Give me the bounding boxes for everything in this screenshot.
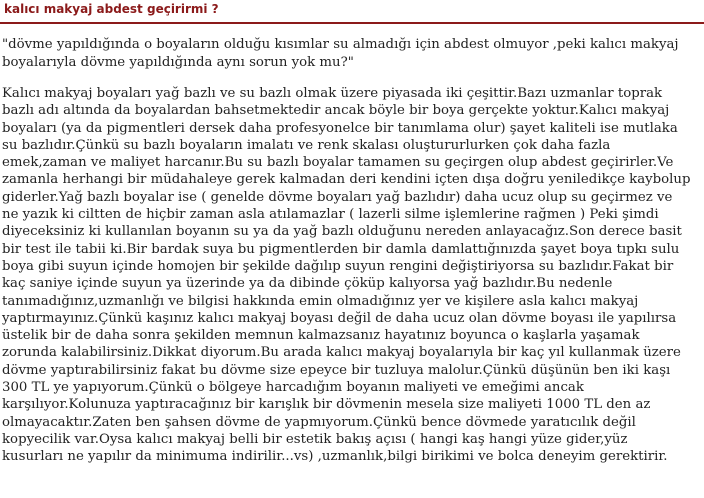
question-text xyxy=(2,36,702,71)
answer-line: Kalıcı makyaj boyaları yağ bazlı ve su bazlı olmak üzere piyasada iki çeşittir.Bazı uzmanlar toprak xyxy=(2,86,663,101)
answer-line: üstelik bir de daha sonra şekilden memnun kalmazsanız hayatınız boyunca o kaşlarla yaşamak xyxy=(2,328,640,344)
page-title: kalıcı makyaj abdest geçirirmi ? xyxy=(4,2,219,16)
answer-line: su bazlıdır.Çünkü su bazlı boyaların imalatı ve renk skalası oluştururlurken çok daha fazla xyxy=(2,137,611,153)
answer-line: 300 TL ye yapıyorum.Çünkü o bölgeye harcadığım boyanın maliyeti ve emeğimi ancak xyxy=(2,380,584,396)
answer-line: diyeceksiniz ki kullanılan boyanın su ya da yağ bazlı olduğunu nereden anlayacağız.Son derece basit xyxy=(2,224,682,240)
answer-line: tanımadığınız,uzmanlığı ve bilgisi hakkında emin olmadığınız yer ve kişilere asla kalıcı makyaj xyxy=(2,293,639,309)
answer-line: emek,zaman ve maliyet harcanır.Bu su bazlı boyalar tamamen su geçirgen olup abdest geçirirler.Ve xyxy=(2,155,674,171)
answer-line: bazlı adı altında da boyalardan bahsetmektedir ancak böyle bir boya gerçekte yoktur.Kalıcı makyaj xyxy=(2,103,670,119)
answer-text xyxy=(2,85,702,466)
answer-line: boyaları (ya da pigmentleri dersek daha profesyonelce bir tanımlama olur) şayet kaliteli ise mutlaka xyxy=(2,120,678,136)
answer-line: kopyecilik var.Oysa kalıcı makyaj belli bir estetik bakış açısı ( hangi kaş hangi yüze gider,yüz xyxy=(2,431,628,447)
answer-line: kusurları ne yapılır da minimuma indirilir...vs) ,uzmanlık,bilgi birikimi ve bolca deneyim gerektirir. xyxy=(2,449,668,465)
answer-line: karşılıyor.Kolunuza yaptıracağınız bir karışlık bir dövmenin mesela size maliyeti 1000 TL den az xyxy=(2,397,651,413)
question-line: "dövme yapıldığında o boyaların olduğu kısımlar su almadığı için abdest olmuyor ,peki kalıcı makyaj xyxy=(2,37,679,52)
answer-line: dövme yaptırabilirsiniz fakat bu dövme size epeyce bir tuzluya malolur.Çünkü düşünün ben iki kaşı xyxy=(2,362,671,378)
answer-line: zorunda kalabilirsiniz.Dikkat diyorum.Bu arada kalıcı makyaj boyalarıyla bir kaç yıl kullanmak üzere xyxy=(2,345,681,361)
answer-line: giderler.Yağ bazlı boyalar ise ( genelde dövme boyaları yağ bazlıdır) daha ucuz olup su geçirmez ve xyxy=(2,189,673,205)
answer-line: zamanla herhangi bir müdahaleye gerek kalmadan deri kendini içten dışa doğru yeniledikçe kaybolup xyxy=(2,172,691,188)
answer-line: ne yazık ki ciltten de hiçbir zaman asla atılamazlar ( lazerli silme işlemlerine rağmen ) Peki şimdi xyxy=(2,207,659,223)
answer-line: boya gibi suyun içinde homojen bir şekilde dağılıp suyun rengini değiştiriyorsa su bazlıdır.Fakat bir xyxy=(2,258,674,274)
title-bar xyxy=(0,0,704,24)
question-line: boyalarıyla dövme yapıldığında aynı sorun yok mu?" xyxy=(2,54,354,70)
answer-line: yaptırmayınız.Çünkü kaşınız kalıcı makyaj boyası değil de daha ucuz olan dövme boyası ile yapılırsa xyxy=(2,310,677,326)
answer-line: bir test ile tabii ki.Bir bardak suya bu pigmentlerden bir damla damlattığınızda şayet boya tıpkı sulu xyxy=(2,241,680,257)
answer-line: olmayacaktır.Zaten ben şahsen dövme de yapmıyorum.Çünkü bence dövmede yaratıcılık değil xyxy=(2,414,636,430)
answer-line: kaç saniye içinde suyun ya üzerinde ya da dibinde çöküp kalıyorsa yağ bazlıdır.Bu nedenle xyxy=(2,276,613,292)
